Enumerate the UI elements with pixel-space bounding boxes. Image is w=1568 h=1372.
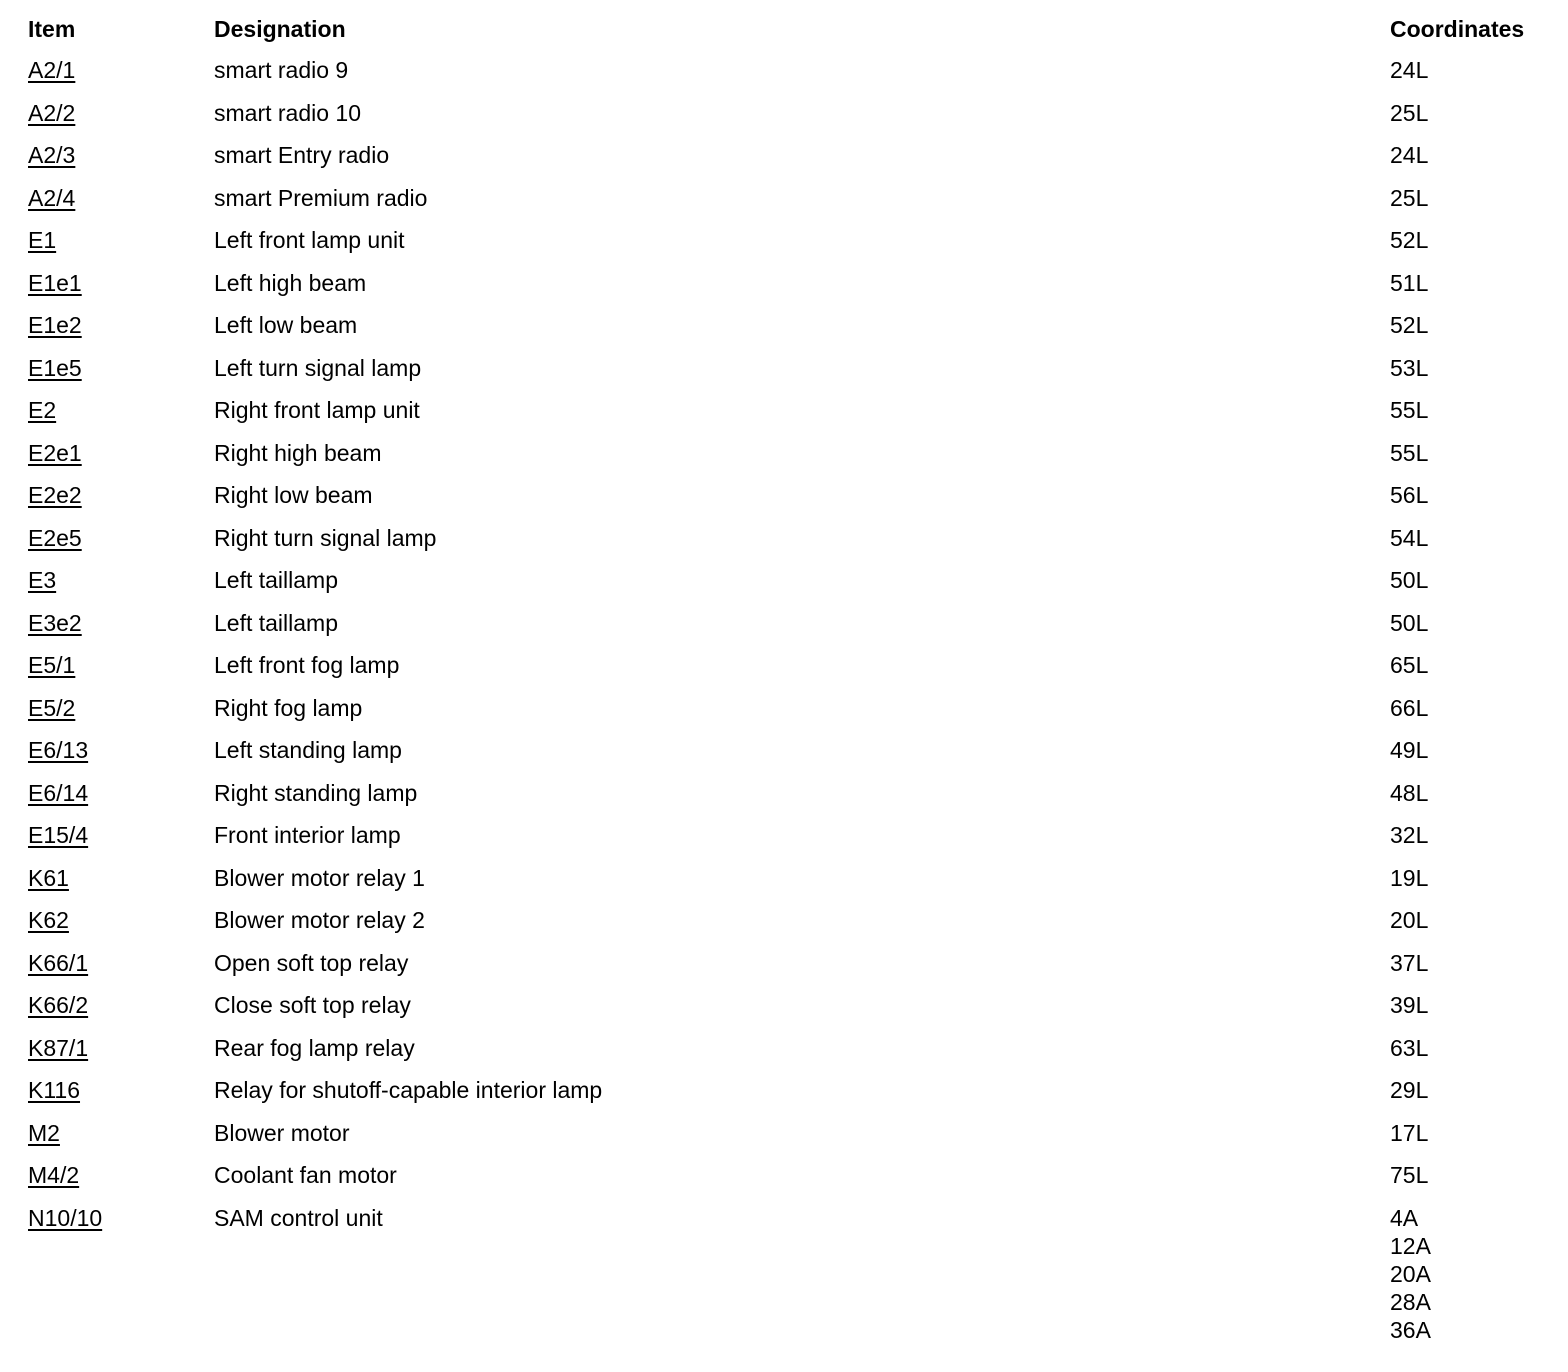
designation-cell: smart Premium radio: [214, 184, 428, 211]
item-cell: [28, 510, 214, 553]
item-link[interactable]: E2e1: [28, 439, 82, 466]
coordinates-cell: [1390, 510, 1548, 553]
item-cell: [28, 425, 214, 468]
item-cell: [28, 722, 214, 765]
coordinate-value: 39L: [1390, 992, 1429, 1018]
table-body: [28, 44, 1548, 1344]
coordinate-value: 52L: [1390, 312, 1429, 338]
coordinates-cell: [1390, 1062, 1548, 1105]
item-link[interactable]: E3e2: [28, 609, 82, 636]
designation-cell: Left taillamp: [214, 567, 339, 593]
item-link[interactable]: K116: [28, 1077, 81, 1103]
coordinate-value: 55L: [1390, 439, 1429, 466]
coordinates-cell: [1390, 382, 1548, 425]
coordinate-value: 20L: [1390, 907, 1429, 933]
table-row: [28, 807, 1548, 850]
table-row: [28, 1105, 1548, 1148]
coordinate-value: 25L: [1390, 184, 1429, 211]
coordinates-cell: [1390, 765, 1548, 808]
item-link[interactable]: E2e5: [28, 524, 82, 551]
item-link[interactable]: E1e1: [28, 269, 82, 296]
item-cell: [28, 1190, 214, 1344]
table-header: [28, 14, 1548, 44]
item-cell: [28, 1062, 214, 1105]
item-link[interactable]: E2: [28, 397, 57, 423]
designation-cell: smart radio 10: [214, 99, 362, 126]
item-link[interactable]: N10/10: [28, 1204, 103, 1231]
item-cell: [28, 44, 214, 85]
coordinate-value: 20A: [1390, 1260, 1431, 1287]
designation-cell: Right fog lamp: [214, 694, 363, 721]
coordinate-value: 19L: [1390, 864, 1429, 891]
item-cell: [28, 467, 214, 510]
item-cell: [28, 892, 214, 935]
item-link[interactable]: M2: [28, 1119, 60, 1146]
item-link[interactable]: E1: [28, 227, 57, 253]
item-cell: [28, 680, 214, 723]
item-link[interactable]: K66/2: [28, 992, 89, 1018]
table-row: [28, 1020, 1548, 1063]
coordinates-cell: [1390, 425, 1548, 468]
coordinate-value: 50L: [1390, 567, 1429, 593]
item-cell: [28, 1105, 214, 1148]
designation-cell: Left turn signal lamp: [214, 354, 422, 381]
coordinate-value: 66L: [1390, 694, 1429, 721]
table-row: [28, 765, 1548, 808]
item-link[interactable]: E1e2: [28, 312, 82, 338]
table-row: [28, 680, 1548, 723]
item-cell: [28, 255, 214, 298]
coordinate-value: 55L: [1390, 397, 1429, 423]
table-row: [28, 297, 1548, 340]
item-cell: [28, 170, 214, 213]
table-row: [28, 382, 1548, 425]
item-cell: [28, 85, 214, 128]
coordinate-value: 36A: [1390, 1316, 1431, 1343]
table-row: [28, 977, 1548, 1020]
item-link[interactable]: K62: [28, 907, 69, 933]
designation-cell: Rear fog lamp relay: [214, 1034, 415, 1061]
table-row: [28, 425, 1548, 468]
item-link[interactable]: E1e5: [28, 354, 82, 381]
designation-cell: Close soft top relay: [214, 992, 411, 1018]
item-cell: [28, 552, 214, 595]
item-cell: [28, 807, 214, 850]
coordinate-value: 32L: [1390, 822, 1429, 848]
designation-cell: Right high beam: [214, 439, 382, 466]
coordinate-value: 24L: [1390, 57, 1429, 83]
coordinate-value: 53L: [1390, 354, 1429, 381]
coordinate-value: 51L: [1390, 269, 1429, 296]
table-row: [28, 1190, 1548, 1344]
item-link[interactable]: E5/2: [28, 694, 76, 721]
table-row: [28, 935, 1548, 978]
designation-cell: Left high beam: [214, 269, 367, 296]
coordinates-cell: [1390, 637, 1548, 680]
item-link[interactable]: E6/13: [28, 737, 89, 763]
item-link[interactable]: K61: [28, 864, 69, 891]
item-cell: [28, 127, 214, 170]
coordinate-value: 12A: [1390, 1232, 1431, 1259]
item-cell: [28, 1147, 214, 1190]
item-link[interactable]: M4/2: [28, 1162, 80, 1188]
designation-cell: Blower motor relay 2: [214, 907, 425, 933]
table-row: [28, 212, 1548, 255]
item-cell: [28, 935, 214, 978]
designation-cell: Right front lamp unit: [214, 397, 420, 423]
coordinates-cell: [1390, 44, 1548, 85]
item-link[interactable]: K66/1: [28, 949, 89, 976]
coordinates-cell: [1390, 977, 1548, 1020]
table-row: [28, 255, 1548, 298]
item-cell: [28, 1020, 214, 1063]
designation-cell: Coolant fan motor: [214, 1162, 397, 1188]
designation-cell: Left low beam: [214, 312, 358, 338]
designation-cell: Relay for shutoff-capable interior lamp: [214, 1077, 603, 1103]
coordinate-value: 75L: [1390, 1162, 1429, 1188]
designation-cell: Left front fog lamp: [214, 652, 400, 678]
designation-cell: Right turn signal lamp: [214, 524, 437, 551]
coordinates-cell: [1390, 680, 1548, 723]
table-row: [28, 850, 1548, 893]
item-cell: [28, 850, 214, 893]
table-row: [28, 1062, 1548, 1105]
designation-cell: Left taillamp: [214, 609, 339, 636]
coordinate-value: 28A: [1390, 1288, 1431, 1315]
coordinates-cell: [1390, 807, 1548, 850]
coordinates-cell: [1390, 127, 1548, 170]
table-row: [28, 637, 1548, 680]
item-link[interactable]: A2/1: [28, 57, 76, 83]
designation-column-header: Designation: [214, 16, 346, 42]
coordinate-value: 63L: [1390, 1034, 1429, 1061]
designation-cell: smart radio 9: [214, 57, 349, 83]
coordinates-cell: [1390, 467, 1548, 510]
designation-cell: Open soft top relay: [214, 949, 409, 976]
item-link[interactable]: E2e2: [28, 482, 82, 508]
coordinates-column-header: Coordinates: [1390, 16, 1525, 42]
designation-cell: smart Entry radio: [214, 142, 390, 168]
item-cell: [28, 977, 214, 1020]
designation-cell: Left standing lamp: [214, 737, 402, 763]
table-row: [28, 510, 1548, 553]
table-row: [28, 552, 1548, 595]
coordinates-cell: [1390, 1147, 1548, 1190]
coordinate-value: 17L: [1390, 1119, 1429, 1146]
table-row: [28, 85, 1548, 128]
table-row: [28, 340, 1548, 383]
coordinate-value: 65L: [1390, 652, 1429, 678]
coordinate-value: 52L: [1390, 227, 1429, 253]
item-cell: [28, 637, 214, 680]
coordinate-value: 48L: [1390, 779, 1429, 806]
designation-cell: Front interior lamp: [214, 822, 401, 848]
item-link[interactable]: E5/1: [28, 652, 76, 678]
table-row: [28, 892, 1548, 935]
item-link[interactable]: A2/4: [28, 184, 76, 211]
item-link[interactable]: E3: [28, 567, 57, 593]
coordinates-cell: [1390, 850, 1548, 893]
header-row: [28, 14, 1548, 44]
coordinates-cell: [1390, 892, 1548, 935]
coordinate-value: 54L: [1390, 524, 1429, 551]
table-row: [28, 127, 1548, 170]
item-cell: [28, 340, 214, 383]
table-row: [28, 170, 1548, 213]
coordinates-cell: [1390, 552, 1548, 595]
coordinates-cell: [1390, 722, 1548, 765]
table-row: [28, 44, 1548, 85]
item-cell: [28, 765, 214, 808]
coordinate-value: 49L: [1390, 737, 1429, 763]
coordinate-value: 56L: [1390, 482, 1429, 508]
coordinates-cell: [1390, 170, 1548, 213]
coordinates-cell: [1390, 297, 1548, 340]
designation-cell: Blower motor: [214, 1119, 350, 1146]
item-link[interactable]: K87/1: [28, 1034, 89, 1061]
item-link[interactable]: E6/14: [28, 779, 89, 806]
legend-table: [28, 14, 1548, 1344]
coordinates-cell: [1390, 1190, 1548, 1344]
item-cell: [28, 595, 214, 638]
item-column-header: Item: [28, 16, 76, 42]
designation-cell: Blower motor relay 1: [214, 864, 425, 891]
coordinates-cell: [1390, 255, 1548, 298]
coordinates-cell: [1390, 1105, 1548, 1148]
item-link[interactable]: A2/3: [28, 142, 76, 168]
coordinate-value: 4A: [1390, 1204, 1419, 1231]
item-link[interactable]: E15/4: [28, 822, 89, 848]
item-cell: [28, 212, 214, 255]
designation-cell: SAM control unit: [214, 1204, 383, 1231]
item-cell: [28, 382, 214, 425]
coordinates-cell: [1390, 1020, 1548, 1063]
designation-cell: Left front lamp unit: [214, 227, 405, 253]
coordinate-value: 29L: [1390, 1077, 1429, 1103]
designation-cell: Right standing lamp: [214, 779, 418, 806]
coordinate-value: 50L: [1390, 609, 1429, 636]
item-link[interactable]: A2/2: [28, 99, 76, 126]
coordinate-value: 37L: [1390, 949, 1429, 976]
table-row: [28, 1147, 1548, 1190]
designation-cell: Right low beam: [214, 482, 373, 508]
coordinate-value: 25L: [1390, 99, 1429, 126]
coordinates-cell: [1390, 212, 1548, 255]
coordinates-cell: [1390, 935, 1548, 978]
coordinates-cell: [1390, 85, 1548, 128]
coordinates-cell: [1390, 340, 1548, 383]
table-row: [28, 467, 1548, 510]
coordinates-cell: [1390, 595, 1548, 638]
item-cell: [28, 297, 214, 340]
table-row: [28, 722, 1548, 765]
coordinate-value: 24L: [1390, 142, 1429, 168]
table-row: [28, 595, 1548, 638]
